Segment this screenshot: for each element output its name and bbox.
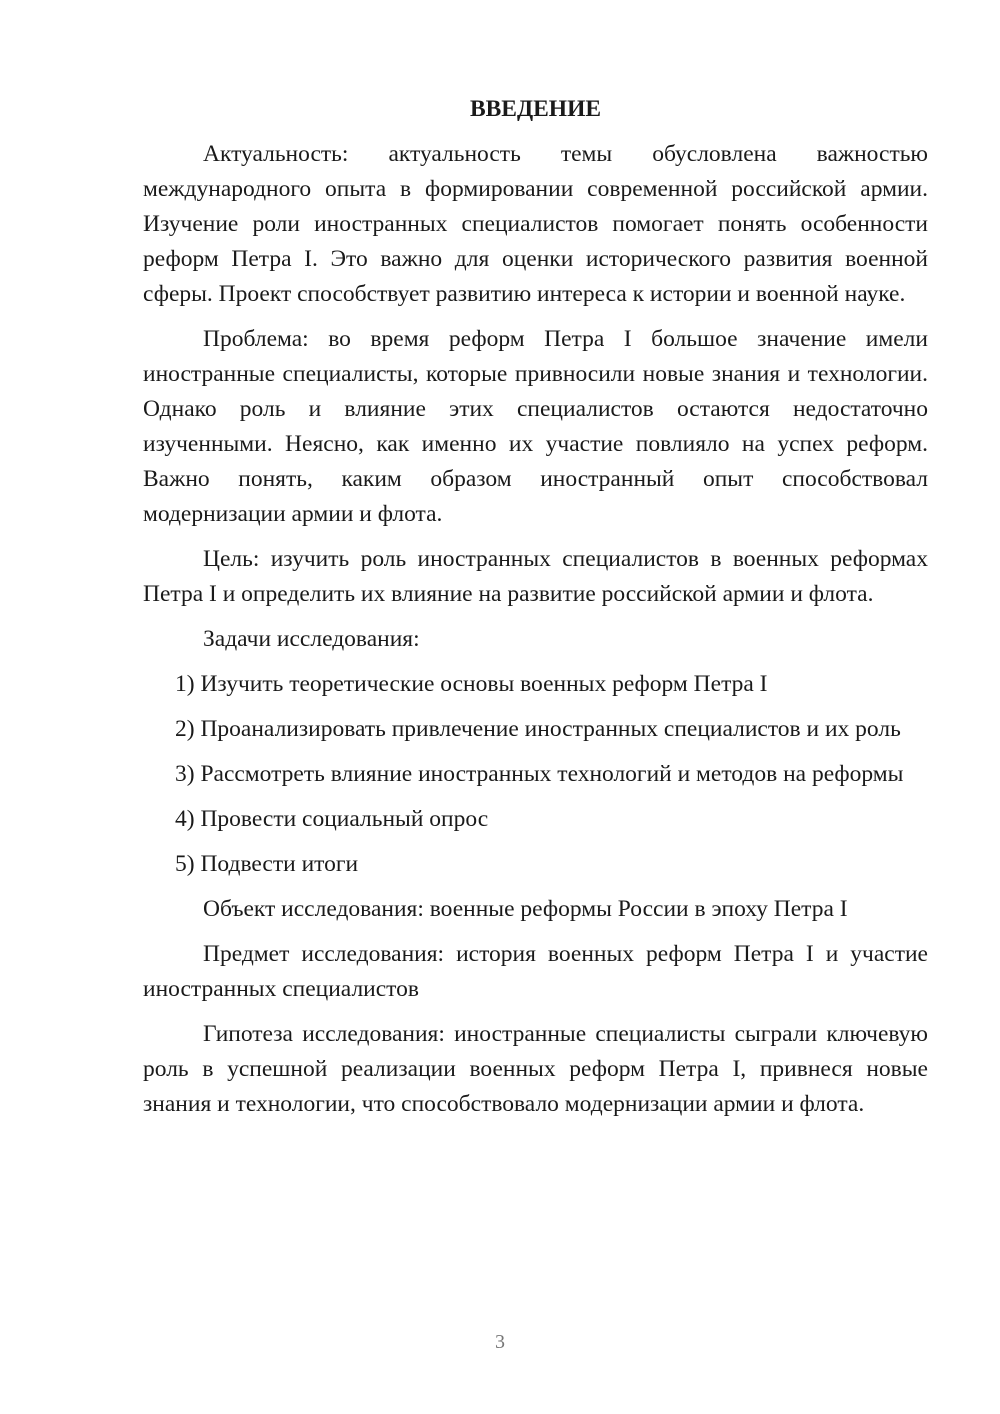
page-content bbox=[143, 92, 928, 1132]
goal-paragraph: Цель: изучить роль иностранных специалистов в военных реформах Петра I и определить их влияние на развитие российской армии и флота. bbox=[143, 546, 928, 607]
research-object-paragraph: Объект исследования: военные реформы России в эпоху Петра I bbox=[203, 896, 848, 922]
task-item-4: 4) Провести социальный опрос bbox=[175, 806, 489, 832]
task-item-2: 2) Проанализировать привлечение иностранных специалистов и их роль bbox=[175, 716, 901, 742]
relevance-paragraph: Актуальность: актуальность темы обусловлена важностью международного опыта в формировании современной российской армии. Изучение роли иностранных специалистов помогает понять особенности реформ Петра I. Это важно для оценки исторического развития военной сферы. Проект способствует развитию интереса к истории и военной науке. bbox=[143, 141, 928, 307]
hypothesis-paragraph: Гипотеза исследования: иностранные специалисты сыграли ключевую роль в успешной реализации военных реформ Петра I, привнеся новые знания и технологии, что способствовало модернизации армии и флота. bbox=[143, 1021, 928, 1117]
page-number: 3 bbox=[495, 1331, 505, 1353]
task-item-1: 1) Изучить теоретические основы военных реформ Петра I bbox=[175, 671, 768, 697]
task-item-5: 5) Подвести итоги bbox=[175, 851, 359, 877]
problem-paragraph: Проблема: во время реформ Петра I большое значение имели иностранные специалисты, которые привносили новые знания и технологии. Однако роль и влияние этих специалистов остаются недостаточно изученными. Неясно, как именно их участие повлияло на успех реформ. Важно понять, каким образом иностранный опыт способствовал модернизации армии и флота. bbox=[143, 326, 928, 527]
research-subject-paragraph: Предмет исследования: история военных реформ Петра I и участие иностранных специалистов bbox=[143, 941, 928, 1002]
section-title: ВВЕДЕНИЕ bbox=[469, 96, 602, 122]
task-item-3: 3) Рассмотреть влияние иностранных технологий и методов на реформы bbox=[175, 761, 904, 787]
tasks-heading: Задачи исследования: bbox=[203, 626, 420, 652]
